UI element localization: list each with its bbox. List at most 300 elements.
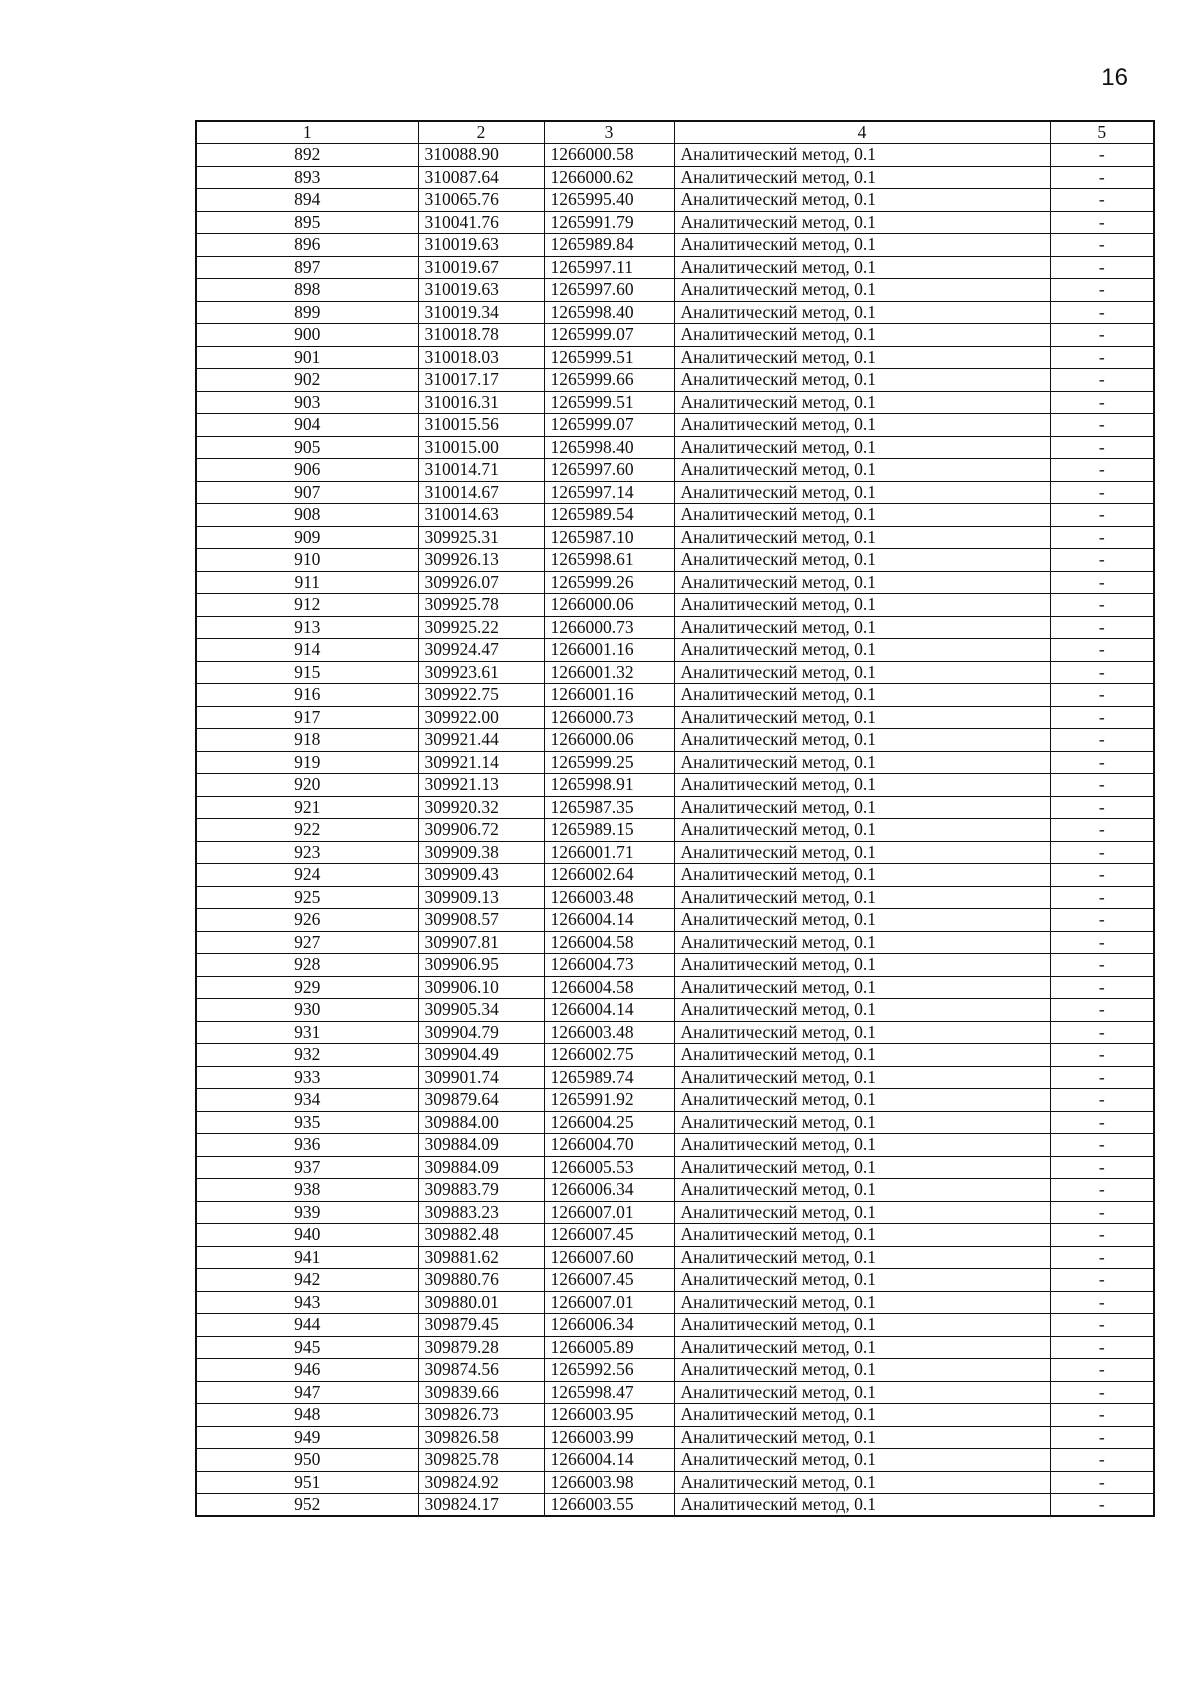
note-cell: -	[1050, 1089, 1154, 1112]
point-number-cell: 930	[196, 999, 418, 1022]
note-cell: -	[1050, 571, 1154, 594]
point-number-cell: 931	[196, 1021, 418, 1044]
note-cell: -	[1050, 1426, 1154, 1449]
table-row	[196, 1021, 1154, 1044]
method-cell: Аналитический метод, 0.1	[674, 1269, 1050, 1292]
table-row	[196, 189, 1154, 212]
table-row	[196, 684, 1154, 707]
table-row	[196, 1044, 1154, 1067]
note-cell: -	[1050, 526, 1154, 549]
x-coordinate-cell: 309925.78	[418, 594, 544, 617]
y-coordinate-cell: 1265997.60	[544, 279, 674, 302]
x-coordinate-cell: 310088.90	[418, 144, 544, 167]
table-row	[196, 324, 1154, 347]
method-cell: Аналитический метод, 0.1	[674, 346, 1050, 369]
note-cell: -	[1050, 796, 1154, 819]
note-cell: -	[1050, 1179, 1154, 1202]
x-coordinate-cell: 310019.63	[418, 234, 544, 257]
table-row	[196, 1246, 1154, 1269]
note-cell: -	[1050, 256, 1154, 279]
y-coordinate-cell: 1266001.16	[544, 639, 674, 662]
point-number-cell: 913	[196, 616, 418, 639]
x-coordinate-cell: 309908.57	[418, 909, 544, 932]
point-number-cell: 928	[196, 954, 418, 977]
y-coordinate-cell: 1265998.47	[544, 1381, 674, 1404]
x-coordinate-cell: 309926.07	[418, 571, 544, 594]
table-row	[196, 886, 1154, 909]
table-row	[196, 279, 1154, 302]
note-cell: -	[1050, 841, 1154, 864]
point-number-cell: 951	[196, 1471, 418, 1494]
point-number-cell: 936	[196, 1134, 418, 1157]
y-coordinate-cell: 1265989.84	[544, 234, 674, 257]
note-cell: -	[1050, 976, 1154, 999]
note-cell: -	[1050, 324, 1154, 347]
note-cell: -	[1050, 1134, 1154, 1157]
point-number-cell: 948	[196, 1404, 418, 1427]
note-cell: -	[1050, 346, 1154, 369]
method-cell: Аналитический метод, 0.1	[674, 481, 1050, 504]
point-number-cell: 897	[196, 256, 418, 279]
table-row	[196, 549, 1154, 572]
table-row	[196, 301, 1154, 324]
method-cell: Аналитический метод, 0.1	[674, 526, 1050, 549]
note-cell: -	[1050, 954, 1154, 977]
point-number-cell: 933	[196, 1066, 418, 1089]
method-cell: Аналитический метод, 0.1	[674, 1426, 1050, 1449]
table-row	[196, 864, 1154, 887]
note-cell: -	[1050, 1224, 1154, 1247]
method-cell: Аналитический метод, 0.1	[674, 144, 1050, 167]
y-coordinate-cell: 1265999.07	[544, 414, 674, 437]
y-coordinate-cell: 1266001.32	[544, 661, 674, 684]
x-coordinate-cell: 309825.78	[418, 1449, 544, 1472]
note-cell: -	[1050, 1471, 1154, 1494]
y-coordinate-cell: 1266001.71	[544, 841, 674, 864]
point-number-cell: 940	[196, 1224, 418, 1247]
point-number-cell: 945	[196, 1336, 418, 1359]
table-row	[196, 774, 1154, 797]
y-coordinate-cell: 1266000.06	[544, 729, 674, 752]
note-cell: -	[1050, 1156, 1154, 1179]
note-cell: -	[1050, 1269, 1154, 1292]
x-coordinate-cell: 309923.61	[418, 661, 544, 684]
point-number-cell: 908	[196, 504, 418, 527]
x-coordinate-cell: 309925.31	[418, 526, 544, 549]
x-coordinate-cell: 309826.73	[418, 1404, 544, 1427]
table-row	[196, 1201, 1154, 1224]
point-number-cell: 912	[196, 594, 418, 617]
method-cell: Аналитический метод, 0.1	[674, 729, 1050, 752]
table-row	[196, 166, 1154, 189]
method-cell: Аналитический метод, 0.1	[674, 616, 1050, 639]
table-row	[196, 211, 1154, 234]
point-number-cell: 911	[196, 571, 418, 594]
note-cell: -	[1050, 414, 1154, 437]
y-coordinate-cell: 1265998.61	[544, 549, 674, 572]
note-cell: -	[1050, 1291, 1154, 1314]
point-number-cell: 946	[196, 1359, 418, 1382]
x-coordinate-cell: 309880.76	[418, 1269, 544, 1292]
x-coordinate-cell: 310014.71	[418, 459, 544, 482]
y-coordinate-cell: 1265998.91	[544, 774, 674, 797]
x-coordinate-cell: 309826.58	[418, 1426, 544, 1449]
method-cell: Аналитический метод, 0.1	[674, 571, 1050, 594]
point-number-cell: 896	[196, 234, 418, 257]
y-coordinate-cell: 1266005.53	[544, 1156, 674, 1179]
table-header-row	[196, 121, 1154, 144]
table-row	[196, 999, 1154, 1022]
note-cell: -	[1050, 661, 1154, 684]
method-cell: Аналитический метод, 0.1	[674, 1066, 1050, 1089]
x-coordinate-cell: 309906.72	[418, 819, 544, 842]
method-cell: Аналитический метод, 0.1	[674, 414, 1050, 437]
method-cell: Аналитический метод, 0.1	[674, 1156, 1050, 1179]
point-number-cell: 922	[196, 819, 418, 842]
table-row	[196, 1089, 1154, 1112]
point-number-cell: 924	[196, 864, 418, 887]
table-row	[196, 144, 1154, 167]
point-number-cell: 944	[196, 1314, 418, 1337]
table-row	[196, 1336, 1154, 1359]
method-cell: Аналитический метод, 0.1	[674, 369, 1050, 392]
point-number-cell: 949	[196, 1426, 418, 1449]
y-coordinate-cell: 1266003.48	[544, 886, 674, 909]
x-coordinate-cell: 310017.17	[418, 369, 544, 392]
method-cell: Аналитический метод, 0.1	[674, 999, 1050, 1022]
table-body	[196, 144, 1154, 1517]
x-coordinate-cell: 309879.45	[418, 1314, 544, 1337]
method-cell: Аналитический метод, 0.1	[674, 1359, 1050, 1382]
x-coordinate-cell: 310018.03	[418, 346, 544, 369]
method-cell: Аналитический метод, 0.1	[674, 459, 1050, 482]
method-cell: Аналитический метод, 0.1	[674, 639, 1050, 662]
note-cell: -	[1050, 774, 1154, 797]
note-cell: -	[1050, 684, 1154, 707]
y-coordinate-cell: 1266007.45	[544, 1224, 674, 1247]
y-coordinate-cell: 1265998.40	[544, 436, 674, 459]
point-number-cell: 909	[196, 526, 418, 549]
y-coordinate-cell: 1265989.74	[544, 1066, 674, 1089]
x-coordinate-cell: 310016.31	[418, 391, 544, 414]
y-coordinate-cell: 1265997.11	[544, 256, 674, 279]
method-cell: Аналитический метод, 0.1	[674, 1471, 1050, 1494]
point-number-cell: 939	[196, 1201, 418, 1224]
y-coordinate-cell: 1266004.58	[544, 976, 674, 999]
column-header: 3	[544, 121, 674, 144]
column-header: 5	[1050, 121, 1154, 144]
x-coordinate-cell: 309921.13	[418, 774, 544, 797]
x-coordinate-cell: 309904.49	[418, 1044, 544, 1067]
note-cell: -	[1050, 189, 1154, 212]
note-cell: -	[1050, 819, 1154, 842]
point-number-cell: 920	[196, 774, 418, 797]
table-row	[196, 256, 1154, 279]
method-cell: Аналитический метод, 0.1	[674, 1021, 1050, 1044]
x-coordinate-cell: 309824.17	[418, 1494, 544, 1517]
note-cell: -	[1050, 931, 1154, 954]
y-coordinate-cell: 1265991.79	[544, 211, 674, 234]
method-cell: Аналитический метод, 0.1	[674, 1291, 1050, 1314]
y-coordinate-cell: 1266003.95	[544, 1404, 674, 1427]
note-cell: -	[1050, 144, 1154, 167]
page-number: 16	[1101, 64, 1128, 91]
method-cell: Аналитический метод, 0.1	[674, 751, 1050, 774]
point-number-cell: 952	[196, 1494, 418, 1517]
method-cell: Аналитический метод, 0.1	[674, 841, 1050, 864]
method-cell: Аналитический метод, 0.1	[674, 549, 1050, 572]
method-cell: Аналитический метод, 0.1	[674, 504, 1050, 527]
x-coordinate-cell: 309909.43	[418, 864, 544, 887]
note-cell: -	[1050, 594, 1154, 617]
x-coordinate-cell: 309924.47	[418, 639, 544, 662]
x-coordinate-cell: 309925.22	[418, 616, 544, 639]
point-number-cell: 910	[196, 549, 418, 572]
note-cell: -	[1050, 1044, 1154, 1067]
note-cell: -	[1050, 706, 1154, 729]
method-cell: Аналитический метод, 0.1	[674, 1404, 1050, 1427]
table-row	[196, 571, 1154, 594]
note-cell: -	[1050, 886, 1154, 909]
table-row	[196, 1066, 1154, 1089]
method-cell: Аналитический метод, 0.1	[674, 909, 1050, 932]
point-number-cell: 943	[196, 1291, 418, 1314]
point-number-cell: 923	[196, 841, 418, 864]
point-number-cell: 927	[196, 931, 418, 954]
method-cell: Аналитический метод, 0.1	[674, 819, 1050, 842]
table-row	[196, 1269, 1154, 1292]
x-coordinate-cell: 309921.14	[418, 751, 544, 774]
point-number-cell: 925	[196, 886, 418, 909]
y-coordinate-cell: 1266000.58	[544, 144, 674, 167]
y-coordinate-cell: 1265999.26	[544, 571, 674, 594]
x-coordinate-cell: 309906.10	[418, 976, 544, 999]
point-number-cell: 935	[196, 1111, 418, 1134]
note-cell: -	[1050, 1494, 1154, 1517]
table-row	[196, 1449, 1154, 1472]
note-cell: -	[1050, 1404, 1154, 1427]
table-row	[196, 1224, 1154, 1247]
note-cell: -	[1050, 211, 1154, 234]
method-cell: Аналитический метод, 0.1	[674, 954, 1050, 977]
method-cell: Аналитический метод, 0.1	[674, 1494, 1050, 1517]
method-cell: Аналитический метод, 0.1	[674, 1224, 1050, 1247]
y-coordinate-cell: 1266002.75	[544, 1044, 674, 1067]
table-row	[196, 729, 1154, 752]
y-coordinate-cell: 1266007.45	[544, 1269, 674, 1292]
y-coordinate-cell: 1265998.40	[544, 301, 674, 324]
table-row	[196, 436, 1154, 459]
note-cell: -	[1050, 1111, 1154, 1134]
point-number-cell: 921	[196, 796, 418, 819]
method-cell: Аналитический метод, 0.1	[674, 301, 1050, 324]
table-row	[196, 1381, 1154, 1404]
note-cell: -	[1050, 751, 1154, 774]
y-coordinate-cell: 1266005.89	[544, 1336, 674, 1359]
x-coordinate-cell: 309907.81	[418, 931, 544, 954]
method-cell: Аналитический метод, 0.1	[674, 279, 1050, 302]
point-number-cell: 900	[196, 324, 418, 347]
method-cell: Аналитический метод, 0.1	[674, 864, 1050, 887]
y-coordinate-cell: 1265999.51	[544, 391, 674, 414]
y-coordinate-cell: 1265992.56	[544, 1359, 674, 1382]
method-cell: Аналитический метод, 0.1	[674, 684, 1050, 707]
y-coordinate-cell: 1265989.54	[544, 504, 674, 527]
note-cell: -	[1050, 999, 1154, 1022]
point-number-cell: 942	[196, 1269, 418, 1292]
x-coordinate-cell: 310018.78	[418, 324, 544, 347]
method-cell: Аналитический метод, 0.1	[674, 1381, 1050, 1404]
table-row	[196, 796, 1154, 819]
note-cell: -	[1050, 166, 1154, 189]
point-number-cell: 929	[196, 976, 418, 999]
x-coordinate-cell: 309922.75	[418, 684, 544, 707]
table-row	[196, 639, 1154, 662]
point-number-cell: 918	[196, 729, 418, 752]
y-coordinate-cell: 1266004.73	[544, 954, 674, 977]
table-row	[196, 414, 1154, 437]
table-row	[196, 594, 1154, 617]
x-coordinate-cell: 310014.63	[418, 504, 544, 527]
note-cell: -	[1050, 1314, 1154, 1337]
table-row	[196, 976, 1154, 999]
x-coordinate-cell: 309879.28	[418, 1336, 544, 1359]
method-cell: Аналитический метод, 0.1	[674, 594, 1050, 617]
y-coordinate-cell: 1266003.55	[544, 1494, 674, 1517]
method-cell: Аналитический метод, 0.1	[674, 796, 1050, 819]
y-coordinate-cell: 1266000.73	[544, 616, 674, 639]
point-number-cell: 895	[196, 211, 418, 234]
point-number-cell: 894	[196, 189, 418, 212]
table-row	[196, 751, 1154, 774]
x-coordinate-cell: 309926.13	[418, 549, 544, 572]
method-cell: Аналитический метод, 0.1	[674, 436, 1050, 459]
table-row	[196, 706, 1154, 729]
point-number-cell: 919	[196, 751, 418, 774]
note-cell: -	[1050, 1066, 1154, 1089]
x-coordinate-cell: 310015.56	[418, 414, 544, 437]
note-cell: -	[1050, 1021, 1154, 1044]
point-number-cell: 916	[196, 684, 418, 707]
x-coordinate-cell: 309884.09	[418, 1156, 544, 1179]
point-number-cell: 941	[196, 1246, 418, 1269]
note-cell: -	[1050, 549, 1154, 572]
coordinates-table	[195, 120, 1155, 1517]
method-cell: Аналитический метод, 0.1	[674, 1044, 1050, 1067]
x-coordinate-cell: 310087.64	[418, 166, 544, 189]
x-coordinate-cell: 310019.34	[418, 301, 544, 324]
y-coordinate-cell: 1265999.51	[544, 346, 674, 369]
y-coordinate-cell: 1265995.40	[544, 189, 674, 212]
table-row	[196, 1426, 1154, 1449]
y-coordinate-cell: 1265999.07	[544, 324, 674, 347]
x-coordinate-cell: 309884.09	[418, 1134, 544, 1157]
point-number-cell: 915	[196, 661, 418, 684]
note-cell: -	[1050, 279, 1154, 302]
y-coordinate-cell: 1266003.48	[544, 1021, 674, 1044]
x-coordinate-cell: 309909.38	[418, 841, 544, 864]
x-coordinate-cell: 309881.62	[418, 1246, 544, 1269]
note-cell: -	[1050, 1381, 1154, 1404]
point-number-cell: 899	[196, 301, 418, 324]
table-row	[196, 234, 1154, 257]
point-number-cell: 892	[196, 144, 418, 167]
note-cell: -	[1050, 1201, 1154, 1224]
point-number-cell: 914	[196, 639, 418, 662]
note-cell: -	[1050, 1336, 1154, 1359]
point-number-cell: 906	[196, 459, 418, 482]
y-coordinate-cell: 1266004.70	[544, 1134, 674, 1157]
table-row	[196, 841, 1154, 864]
table-row	[196, 1314, 1154, 1337]
table-row	[196, 504, 1154, 527]
method-cell: Аналитический метод, 0.1	[674, 931, 1050, 954]
note-cell: -	[1050, 504, 1154, 527]
method-cell: Аналитический метод, 0.1	[674, 774, 1050, 797]
y-coordinate-cell: 1266003.98	[544, 1471, 674, 1494]
table-row	[196, 1111, 1154, 1134]
column-header: 2	[418, 121, 544, 144]
point-number-cell: 893	[196, 166, 418, 189]
point-number-cell: 898	[196, 279, 418, 302]
note-cell: -	[1050, 909, 1154, 932]
table-row	[196, 1179, 1154, 1202]
table-row	[196, 526, 1154, 549]
method-cell: Аналитический метод, 0.1	[674, 1179, 1050, 1202]
x-coordinate-cell: 309920.32	[418, 796, 544, 819]
y-coordinate-cell: 1266003.99	[544, 1426, 674, 1449]
point-number-cell: 903	[196, 391, 418, 414]
x-coordinate-cell: 309824.92	[418, 1471, 544, 1494]
point-number-cell: 905	[196, 436, 418, 459]
method-cell: Аналитический метод, 0.1	[674, 886, 1050, 909]
method-cell: Аналитический метод, 0.1	[674, 391, 1050, 414]
x-coordinate-cell: 309874.56	[418, 1359, 544, 1382]
x-coordinate-cell: 310014.67	[418, 481, 544, 504]
point-number-cell: 902	[196, 369, 418, 392]
point-number-cell: 947	[196, 1381, 418, 1404]
x-coordinate-cell: 310015.00	[418, 436, 544, 459]
table-row	[196, 346, 1154, 369]
x-coordinate-cell: 309922.00	[418, 706, 544, 729]
method-cell: Аналитический метод, 0.1	[674, 211, 1050, 234]
y-coordinate-cell: 1266004.58	[544, 931, 674, 954]
x-coordinate-cell: 309883.23	[418, 1201, 544, 1224]
x-coordinate-cell: 310019.63	[418, 279, 544, 302]
y-coordinate-cell: 1266000.73	[544, 706, 674, 729]
method-cell: Аналитический метод, 0.1	[674, 1336, 1050, 1359]
note-cell: -	[1050, 1246, 1154, 1269]
table-row	[196, 1359, 1154, 1382]
x-coordinate-cell: 309880.01	[418, 1291, 544, 1314]
note-cell: -	[1050, 639, 1154, 662]
column-header: 1	[196, 121, 418, 144]
table-row	[196, 661, 1154, 684]
table-row	[196, 819, 1154, 842]
method-cell: Аналитический метод, 0.1	[674, 166, 1050, 189]
x-coordinate-cell: 309909.13	[418, 886, 544, 909]
point-number-cell: 937	[196, 1156, 418, 1179]
x-coordinate-cell: 309905.34	[418, 999, 544, 1022]
point-number-cell: 917	[196, 706, 418, 729]
x-coordinate-cell: 309904.79	[418, 1021, 544, 1044]
x-coordinate-cell: 310065.76	[418, 189, 544, 212]
y-coordinate-cell: 1266004.14	[544, 1449, 674, 1472]
method-cell: Аналитический метод, 0.1	[674, 1314, 1050, 1337]
y-coordinate-cell: 1266007.01	[544, 1201, 674, 1224]
note-cell: -	[1050, 391, 1154, 414]
method-cell: Аналитический метод, 0.1	[674, 189, 1050, 212]
